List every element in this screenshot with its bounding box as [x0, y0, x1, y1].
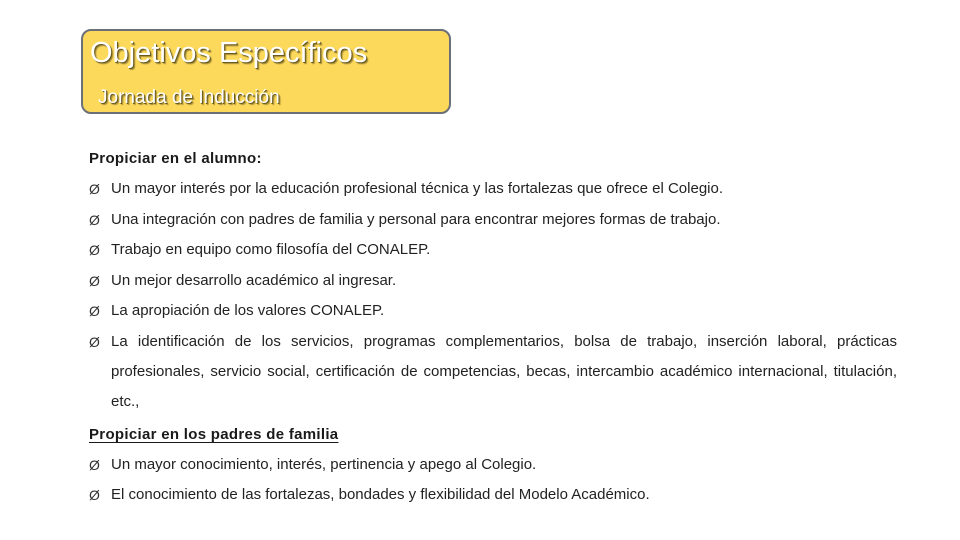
list-item [89, 205, 897, 235]
arrow-bullet-icon: Ø [89, 242, 100, 258]
list-item [89, 174, 897, 204]
list-item [89, 450, 897, 480]
list-item [89, 235, 897, 265]
list-item-text: Un mayor interés por la educación profesional técnica y las fortalezas que ofrece el Colegio. [111, 180, 723, 197]
list-item-text: Un mayor conocimiento, interés, pertinencia y apego al Colegio. [111, 456, 537, 473]
list-item-text: Una integración con padres de familia y personal para encontrar mejores formas de trabajo. [111, 211, 721, 228]
list-item [89, 327, 897, 417]
list-item [89, 296, 897, 326]
list-item [89, 480, 897, 510]
arrow-bullet-icon: Ø [89, 181, 100, 197]
title-box [81, 29, 451, 114]
list-item [89, 266, 897, 296]
arrow-bullet-icon: Ø [89, 334, 100, 350]
slide-subtitle: Jornada de Inducción [98, 87, 280, 108]
arrow-bullet-icon: Ø [89, 303, 100, 319]
list-item-text: Un mejor desarrollo académico al ingresar. [111, 272, 397, 289]
arrow-bullet-icon: Ø [89, 212, 100, 228]
list-item-text: El conocimiento de las fortalezas, bondades y flexibilidad del Modelo Académico. [111, 486, 650, 503]
students-heading: Propiciar en el alumno: [89, 150, 262, 167]
arrow-bullet-icon: Ø [89, 273, 100, 289]
arrow-bullet-icon: Ø [89, 457, 100, 473]
list-item-text: Trabajo en equipo como filosofía del CONALEP. [111, 241, 431, 258]
slide-title: Objetivos Específicos [90, 37, 368, 69]
list-item-text: La identificación de los servicios, programas complementarios, bolsa de trabajo, inserción laboral, prácticas profesionales, servicio social, certificación de competencias, becas, intercambio académico internacional, titulación, etc., [111, 333, 897, 410]
arrow-bullet-icon: Ø [89, 487, 100, 503]
list-item-text: La apropiación de los valores CONALEP. [111, 302, 385, 319]
parents-heading: Propiciar en los padres de familia [89, 426, 339, 443]
